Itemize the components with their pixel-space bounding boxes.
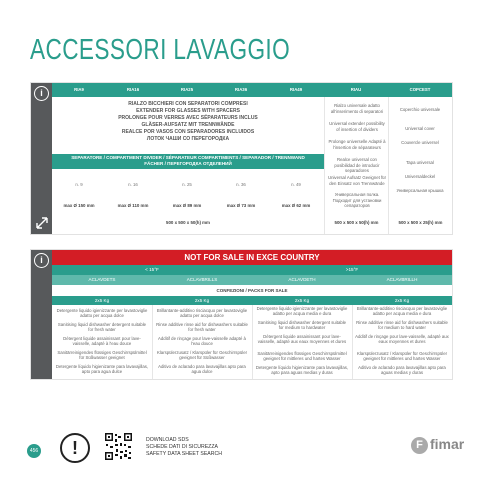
page-number: 456 xyxy=(27,444,41,458)
divider xyxy=(352,305,353,379)
pack-size: 2x5 Kg xyxy=(294,298,310,303)
temperature-row xyxy=(52,265,452,275)
product-code-row xyxy=(52,275,452,285)
code-aclavbrills: ACLAVBRILLS xyxy=(186,277,218,282)
pack-size: 2x5 Kg xyxy=(94,298,110,303)
code-aclavdets: ACLAVDETS xyxy=(88,277,116,282)
divider xyxy=(324,97,325,234)
desc-aclavdeth-it: Detergente liquido igienizzante per lavastoviglie adatto per acqua media e dura xyxy=(256,306,348,317)
header-ria36: RIA36 xyxy=(234,87,248,92)
count-ria9: n. 9 xyxy=(75,182,83,187)
header-ria25: RIA25 xyxy=(180,87,194,92)
page-title: ACCESSORI LAVAGGIO xyxy=(30,34,291,66)
desc-aclavbrills-fr: Additif de rinçage pour lave-vaisselle adapté à l'eau douce xyxy=(158,336,246,347)
diameter-ria16: max Ø 110 mm xyxy=(117,203,149,208)
sds-line: DOWNLOAD SDS xyxy=(146,437,189,443)
product-name-de: GLÄSER-AUFSATZ MIT TRENNWÄNDE xyxy=(141,122,235,128)
desc-aclavdets-es: Detergente líquido higienizante para lavavajillas, apto para agua dulce xyxy=(55,364,149,375)
riau-size: 500 x 500 x 50(h) mm xyxy=(334,220,379,225)
header-copcest: COPCEST xyxy=(409,87,431,92)
riau-desc-en: Universal extender possibility of insertion of dividers xyxy=(329,121,385,132)
logo-text: fimar xyxy=(430,436,465,452)
table-sidebar xyxy=(31,83,52,234)
desc-aclavbrillh-de: Klarspülerzusatz / Klarspüler für Geschirrspüler geeignet für mittleres und hartes Wasser xyxy=(356,351,448,362)
diameter-ria9: max Ø 150 mm xyxy=(63,203,95,208)
info-icon: i xyxy=(34,86,49,101)
desc-aclavdets-de: Sanitärreinigendes flüssiges Geschirrspülmittel für Süßwasser geeignet xyxy=(57,350,147,361)
basket-size: 500 x 500 x 50(h) mm xyxy=(166,220,210,225)
desc-aclavdets-it: Detergente liquido igienizzante per lavastoviglie adatto per acqua dolce xyxy=(56,308,148,319)
desc-aclavbrillh-en: Rinse additive rinse aid for dishwashers suitable for medium to hard water xyxy=(356,320,448,331)
sds-line: SAFETY DATA SHEET SEARCH xyxy=(146,450,223,457)
desc-aclavbrills-de: Klarspülerzusatz / Klarspüler für Geschirrspüler geeignet für Süßwasser xyxy=(156,350,248,361)
copcest-desc-it: Coperchio universale xyxy=(399,107,441,112)
warning-icon: ! xyxy=(60,433,90,463)
desc-aclavdeth-es: Detergente líquido higienizante para lavavajillas, apto para aguas medias y duras xyxy=(255,365,349,376)
copcest-desc-de: Universaldeckel xyxy=(404,174,436,179)
info-icon: i xyxy=(34,253,49,268)
count-ria25: n. 25 xyxy=(182,182,192,187)
product-name-it: RIALZO BICCHIERI CON SEPARATORI COMPRESI xyxy=(128,101,248,107)
desc-aclavbrillh-es: Aditivo de aclarado para lavavajillas apto para aguas medias y duras xyxy=(358,365,446,376)
product-name-fr: PROLONGE POUR VERRES AVEC SÉPARATEURS INCLUS xyxy=(118,115,258,121)
diameter-ria36: max Ø 73 mm xyxy=(226,203,256,208)
riau-desc-es: Realce universal con posibilidad de introducir separadores xyxy=(334,157,380,174)
code-aclavbrillh: ACLAVBRILLH xyxy=(386,277,418,282)
temp-left: < 15°F xyxy=(145,267,159,272)
qr-code-icon[interactable] xyxy=(104,432,133,461)
divider xyxy=(252,305,253,379)
sds-line: SCHEDE DATI DI SICUREZZA xyxy=(146,443,218,450)
desc-aclavdeth-de: Sanitärreinigendes flüssiges Geschirrspülmittel geeignet für mittleres und hartes Wasser xyxy=(257,351,347,362)
desc-aclavdets-fr: Détergent liquide assainissant pour lave-vaisselle, adapté à l'eau douce xyxy=(63,336,141,347)
table-sidebar xyxy=(31,250,52,379)
copcest-desc-ru: Универсальная крышка xyxy=(396,188,444,193)
packs-label: CONFEZIONI / PACKS FOR SALE xyxy=(216,288,288,293)
desc-aclavdeth-en: Sanitising liquid dishwasher detergent suitable for medium to hardwater xyxy=(257,320,347,331)
desc-aclavdeth-fr: Détergent liquide assainissant pour lave-vaisselle, adapté aux eaux moyennes et dures xyxy=(257,334,347,345)
riau-desc-de: Universal Aufsatz Geeignet für den Einsatz von Trennwände xyxy=(327,175,387,186)
not-for-sale-banner: NOT FOR SALE IN EXCE COUNTRY xyxy=(52,250,452,265)
code-aclavdeth: ACLAVDETH xyxy=(288,277,316,282)
diameter-ria49: max Ø 62 mm xyxy=(281,203,311,208)
desc-aclavbrillh-it: Brillantante-additivo risciacquo per lavastoviglie adatto per acqua media e dura xyxy=(356,306,448,317)
product-name-ru: ЛОТОК ЧАШИ СО ПЕРЕГОРОДКА xyxy=(146,136,230,142)
copcest-desc-fr: Couvercle universel xyxy=(401,140,439,145)
fimar-logo xyxy=(411,436,464,454)
header-ria9: RIA9 xyxy=(74,87,84,92)
riau-desc-ru: Универсальная полка. Подходит для установки сепараторов xyxy=(332,192,382,209)
desc-aclavbrills-es: Aditivo de aclarado para lavavajillas apto para agua dulce xyxy=(158,364,246,375)
desc-aclavbrillh-fr: Additif de rinçage pour lave-vaisselle, adapté aux eaux moyennes et dures xyxy=(355,334,449,345)
count-ria16: n. 16 xyxy=(128,182,138,187)
desc-aclavdets-en: Sanitising liquid dishwasher detergent suitable for fresh water xyxy=(57,322,147,333)
count-ria36: n. 36 xyxy=(236,182,246,187)
table-header-row xyxy=(52,83,452,97)
riau-desc-it: Rialzo universale adatto all'inserimento di separatori xyxy=(330,103,384,114)
detergents-table xyxy=(30,249,453,380)
washing-racks-table xyxy=(30,82,453,235)
desc-aclavbrills-en: Rinse additive rinse aid for dishwashers suitable for fresh water xyxy=(156,322,248,333)
header-ria49: RIA49 xyxy=(289,87,303,92)
pack-size: 2x5 Kg xyxy=(394,298,410,303)
copcest-desc-es: Tapa universal xyxy=(406,160,434,165)
product-name-en: EXTENDER FOR GLASSES WITH SPACERS xyxy=(136,108,240,114)
pack-size-row xyxy=(52,296,452,305)
header-riau: RIAU xyxy=(350,87,362,92)
desc-aclavbrills-it: Brillantante-additivo risciacquo per lavastoviglie adatto per acqua dolce xyxy=(156,308,248,319)
divider xyxy=(388,97,389,234)
diameter-ria25: max Ø 89 mm xyxy=(172,203,202,208)
count-ria49: n. 49 xyxy=(291,182,301,187)
header-ria16: RIA16 xyxy=(126,87,140,92)
logo-mark: F xyxy=(411,437,428,454)
pack-size: 2x5 Kg xyxy=(194,298,210,303)
divider xyxy=(152,305,153,379)
copcest-size: 500 x 500 x 25(h) mm xyxy=(398,220,443,225)
product-name-es: REALCE POR VASOS CON SEPARADORES INCLUIDOS xyxy=(121,129,255,135)
resize-arrows-icon xyxy=(36,217,48,229)
separator-label: SEPARATORE / COMPARTMENT DIVIDER / SÉPARATEUR COMPARTIMENTS / SEPARADOR / TRENNWAND FÄCHER / ПЕРЕГОРОДКА ОТДЕЛЕНИЙ xyxy=(52,154,324,169)
copcest-desc-en: Universal cover xyxy=(405,126,435,131)
riau-desc-fr: Prolonge universelle Adapté à l'insertion de séparateurs xyxy=(328,139,386,150)
sds-download-text[interactable] xyxy=(146,437,222,457)
temp-right: >15°F xyxy=(345,267,359,272)
